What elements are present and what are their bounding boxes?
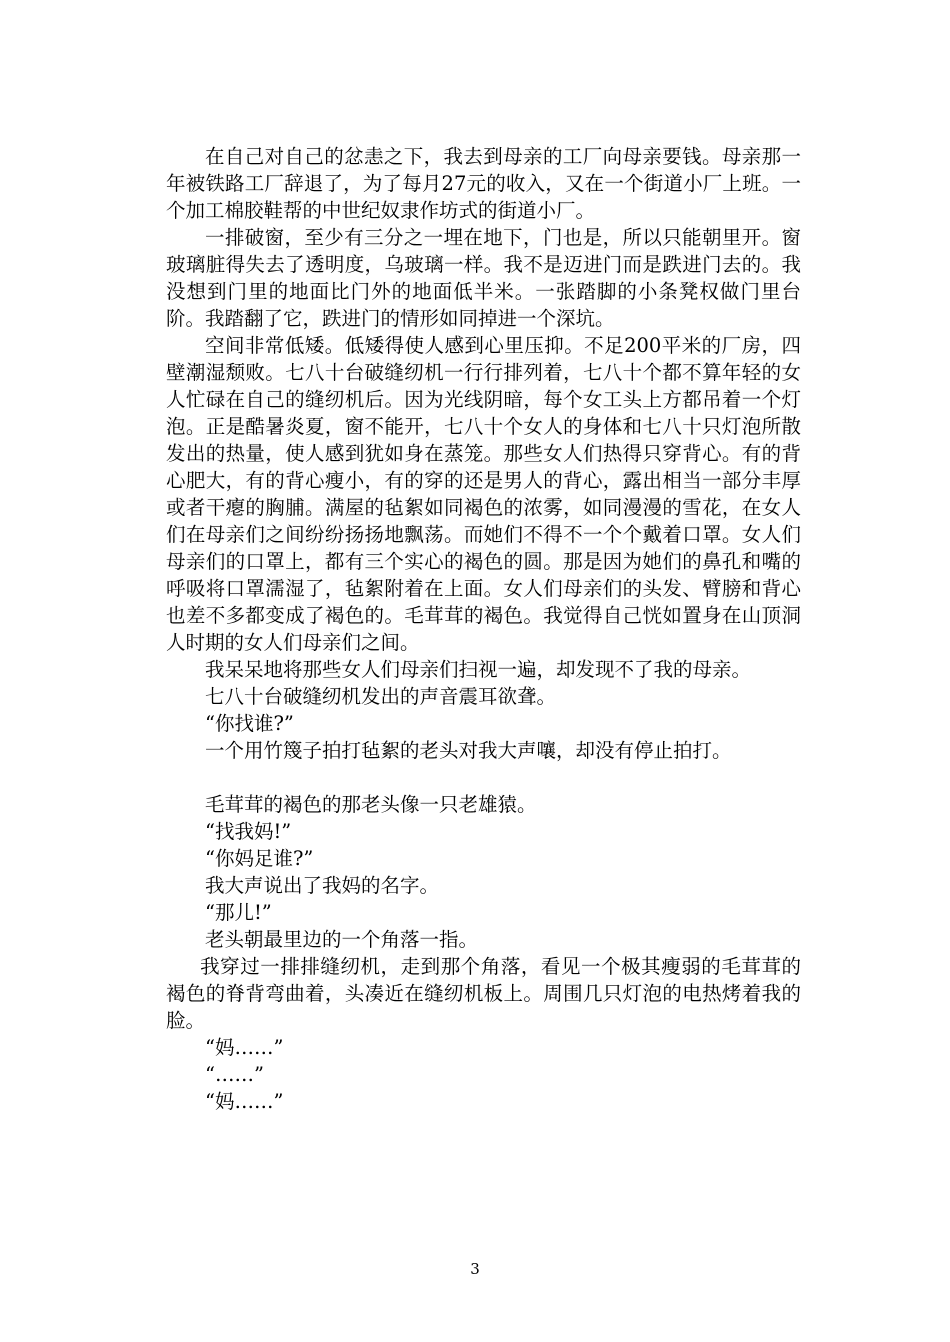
page-number: 3 [470, 1260, 480, 1278]
paragraph-15: 我穿过一排排缝纫机，走到那个角落，看见一个极其瘦弱的毛茸茸的褐色的脊背弯曲着，头凑近在缝纫机板上。周围几只灯泡的电热烤着我的脸。 [166, 955, 801, 1032]
paragraph-9: 毛茸茸的褐色的那老头像一只老雄猿。 [205, 793, 537, 816]
dialogue-line: “……” [205, 1063, 264, 1086]
blank-line [166, 764, 801, 791]
dialogue-line: “你找谁?” [205, 712, 294, 735]
dialogue-line: “妈……” [205, 1036, 284, 1059]
dialogue-line: “那儿!” [205, 901, 272, 924]
paragraph-1: 在自己对自己的忿恚之下，我去到母亲的工厂向母亲要钱。母亲那一年被铁路工厂辞退了，为了每月27元的收入，又在一个街道小厂上班。一个加工棉胶鞋帮的中世纪奴隶作坊式的街道小厂。 [166, 145, 801, 222]
paragraph-7: 一个用竹篾子拍打毡絮的老头对我大声嚷，却没有停止拍打。 [205, 739, 732, 762]
paragraph-4: 我呆呆地将那些女人们母亲们扫视一遍，却发现不了我的母亲。 [205, 658, 752, 681]
paragraph-2: 一排破窗，至少有三分之一埋在地下，门也是，所以只能朝里开。窗玻璃脏得失去了透明度，乌玻璃一样。我不是迈进门而是跌进门去的。我没想到门里的地面比门外的地面低半米。一张踏脚的小条凳权做门里台阶。我踏翻了它，跌进门的情形如同掉进一个深坑。 [166, 226, 801, 330]
dialogue-line: “妈……” [205, 1090, 284, 1113]
paragraph-5: 七八十台破缝纫机发出的声音震耳欲聋。 [205, 685, 557, 708]
paragraph-14: 老头朝最里边的一个角落一指。 [205, 928, 479, 951]
dialogue-line: “你妈足谁?” [205, 847, 314, 870]
body-text [166, 143, 801, 1115]
dialogue-line: “找我妈!” [205, 820, 292, 843]
paragraph-3: 空间非常低矮。低矮得使人感到心里压抑。不足200平米的厂房，四壁潮湿颓败。七八十台破缝纫机一行行排列着，七八十个都不算年轻的女人忙碌在自己的缝纫机后。因为光线阴暗，每个女工头上方都吊着一个灯泡。正是酷暑炎夏，窗不能开，七八十个女人的身体和七八十只灯泡所散发出的热量，使人感到犹如身在蒸笼。那些女人们热得只穿背心。有的背心肥大，有的背心瘦小，有的穿的还是男人的背心，露出相当一部分丰厚或者干瘪的胸脯。满屋的毡絮如同褐色的浓雾，如同漫漫的雪花，在女人们在母亲们之间纷纷扬扬地飘荡。而她们不得不一个个戴着口罩。女人们母亲们的口罩上，都有三个实心的褐色的圆。那是因为她们的鼻孔和嘴的呼吸将口罩濡湿了，毡絮附着在上面。女人们母亲们的头发、臂膀和背心也差不多都变成了褐色的。毛茸茸的褐色。我觉得自己恍如置身在山顶洞人时期的女人们母亲们之间。 [166, 334, 801, 654]
paragraph-12: 我大声说出了我妈的名字。 [205, 874, 440, 897]
